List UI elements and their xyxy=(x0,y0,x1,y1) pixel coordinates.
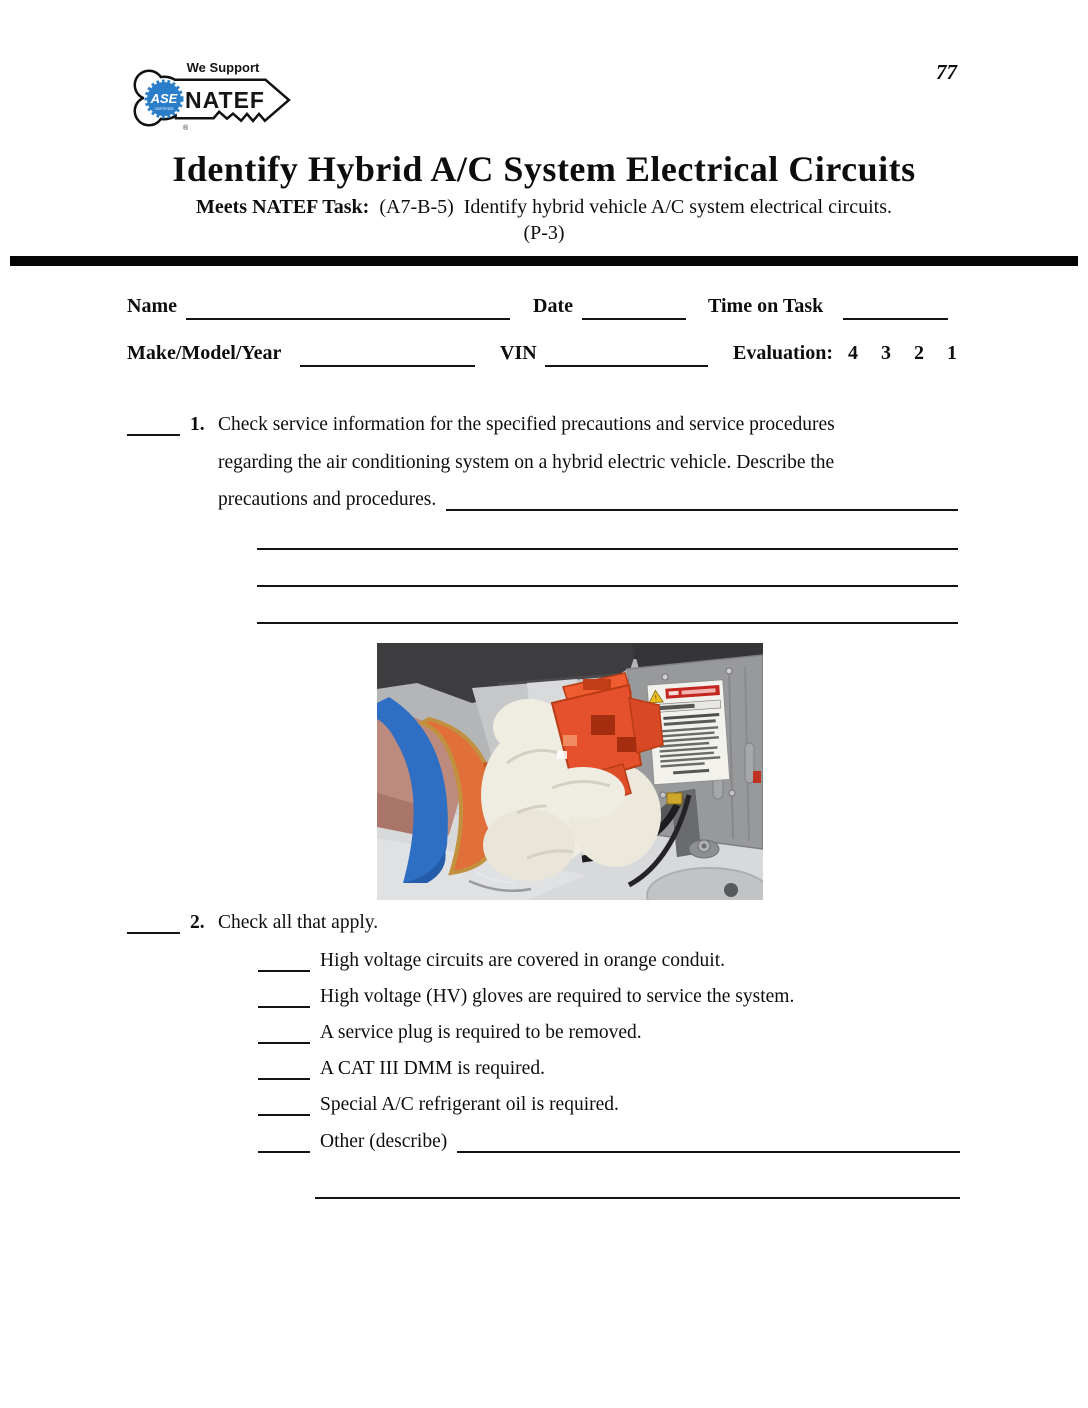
q2-prompt: Check all that apply. xyxy=(218,912,379,933)
q1-answer-line-1[interactable] xyxy=(257,528,958,550)
q2-item-3-label: A CAT III DMM is required. xyxy=(320,1058,545,1079)
q1-line3-row xyxy=(218,489,958,511)
q1-line3: precautions and procedures. xyxy=(218,489,437,510)
eval-score-3[interactable]: 3 xyxy=(881,342,891,364)
q2-other-continuation-line[interactable] xyxy=(315,1177,960,1199)
page-title: Identify Hybrid A/C System Electrical Circuits xyxy=(172,149,916,189)
time-on-task-field[interactable] xyxy=(843,298,948,320)
q1-answer-line-3[interactable] xyxy=(257,602,958,624)
eval-score-1[interactable]: 1 xyxy=(947,342,957,364)
page-number: 77 xyxy=(936,60,957,84)
header-divider xyxy=(10,256,1078,266)
date-field[interactable] xyxy=(582,298,686,320)
make-model-year-field[interactable] xyxy=(300,345,475,367)
q2-item-5-row xyxy=(320,1131,960,1153)
q1-answer-line-2[interactable] xyxy=(257,565,958,587)
natef-key-logo-graphic xyxy=(131,56,293,138)
natef-task-line xyxy=(0,196,1088,219)
q2-item-5-label: Other (describe) xyxy=(320,1131,448,1152)
name-label: Name xyxy=(127,295,177,317)
q2-item-3-checkbox-blank[interactable] xyxy=(258,1058,310,1080)
q2-other-describe-line[interactable] xyxy=(457,1131,960,1153)
task-text: (A7-B-5) Identify hybrid vehicle A/C system electrical circuits. xyxy=(369,196,892,218)
q2-item-0-label: High voltage circuits are covered in orange conduit. xyxy=(320,950,726,971)
q2-item-5-checkbox-blank[interactable] xyxy=(258,1131,310,1153)
date-label: Date xyxy=(533,295,573,317)
registered-mark: ® xyxy=(183,125,189,132)
logo-we-support-text: We Support xyxy=(186,60,260,75)
svg-text:!: ! xyxy=(654,693,658,703)
vin-label: VIN xyxy=(500,342,537,364)
evaluation-scores xyxy=(848,342,957,365)
q2-item-2-label: A service plug is required to be removed. xyxy=(320,1022,642,1043)
priority-code: (P-3) xyxy=(523,222,565,244)
task-label: Meets NATEF Task: xyxy=(196,196,370,218)
q1-number: 1. xyxy=(190,414,205,435)
ase-gear-icon xyxy=(147,82,181,116)
q2-item-0-checkbox-blank[interactable] xyxy=(258,950,310,972)
make-model-year-label: Make/Model/Year xyxy=(127,342,282,364)
name-field[interactable] xyxy=(186,298,510,320)
q2-item-4-checkbox-blank[interactable] xyxy=(258,1094,310,1116)
time-on-task-label: Time on Task xyxy=(708,295,824,317)
ase-text: ASE xyxy=(150,91,178,106)
q1-line1: Check service information for the specified precautions and service procedures xyxy=(218,414,835,435)
q2-item-1-checkbox-blank[interactable] xyxy=(258,986,310,1008)
photo-hv-service-plug-removal xyxy=(377,643,763,900)
q1-line2: regarding the air conditioning system on a hybrid electric vehicle. Describe the xyxy=(218,452,835,473)
svg-text:CERTIFIED: CERTIFIED xyxy=(154,107,174,111)
eval-score-4[interactable]: 4 xyxy=(848,342,858,364)
q2-step-blank[interactable] xyxy=(127,912,180,934)
q2-item-1-label: High voltage (HV) gloves are required to service the system. xyxy=(320,986,795,1007)
logo-natef-text: NATEF xyxy=(185,87,265,113)
photo-graphic xyxy=(377,643,763,900)
natef-ase-logo xyxy=(131,56,293,138)
q2-number: 2. xyxy=(190,912,205,933)
evaluation-label: Evaluation: xyxy=(733,342,834,364)
vin-field[interactable] xyxy=(545,345,708,367)
q2-item-4-label: Special A/C refrigerant oil is required. xyxy=(320,1094,619,1115)
q1-step-blank[interactable] xyxy=(127,414,180,436)
eval-score-2[interactable]: 2 xyxy=(914,342,924,364)
q2-item-2-checkbox-blank[interactable] xyxy=(258,1022,310,1044)
q1-answer-line-0[interactable] xyxy=(446,489,958,511)
